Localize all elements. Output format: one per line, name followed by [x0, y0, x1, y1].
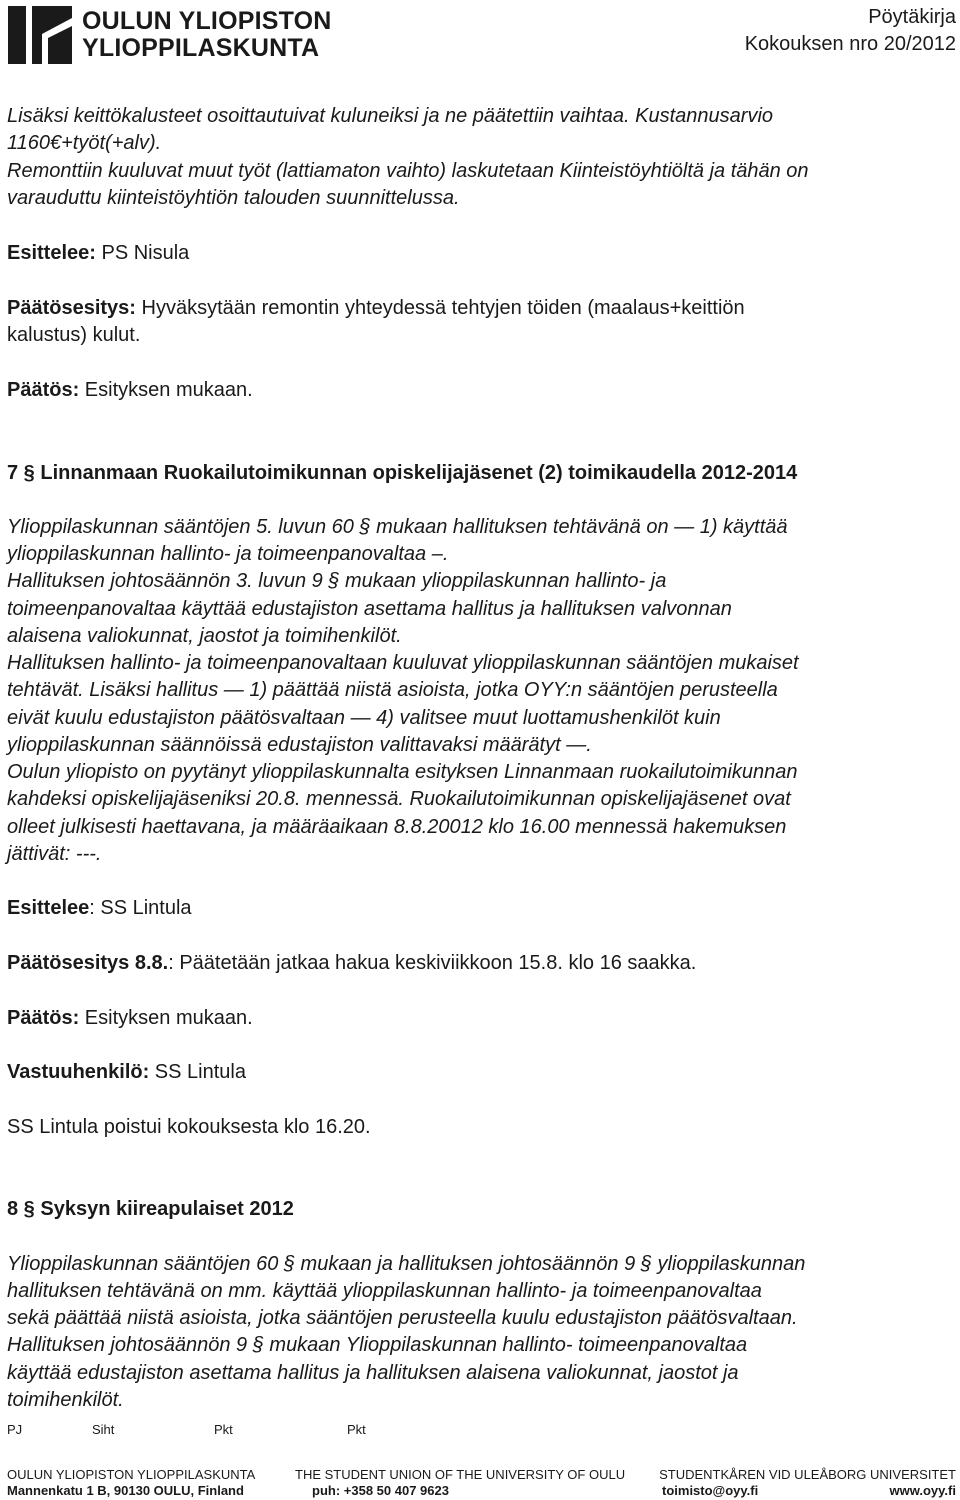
logo-line-1: OULUN YLIOPISTON: [82, 7, 332, 35]
meeting-number: Kokouksen nro 20/2012: [744, 33, 956, 55]
section-heading: 8 § Syksyn kiireapulaiset 2012: [7, 1198, 294, 1220]
paragraph-line: sekä päättää niistä asioista, jotka sääntöjen perusteella kuulu edustajiston päätösvaltaan.: [7, 1307, 798, 1329]
paragraph-line: Hallituksen hallinto- ja toimeenpanovaltaan kuuluvat ylioppilaskunnan sääntöjen mukaiset: [7, 652, 799, 674]
paragraph-line: alaisena valiokunnat, jaostot ja toimihenkilöt.: [7, 625, 402, 647]
proposal-label: Päätösesitys:: [7, 297, 136, 319]
presenter-line: [7, 240, 189, 268]
decision-line: [7, 1005, 253, 1033]
paragraph-line: Ylioppilaskunnan sääntöjen 60 § mukaan ja hallituksen johtosäännön 9 § ylioppilaskunnan: [7, 1253, 806, 1275]
presenter-label: Esittelee:: [7, 242, 96, 264]
signature-initial: Siht: [92, 1422, 115, 1437]
responsible-line: [7, 1059, 246, 1087]
paragraph-line: hallituksen tehtävänä on mm. käyttää ylioppilaskunnan hallinto- ja toimeenpanovaltaa: [7, 1280, 762, 1302]
paragraph-line: tehtävät. Lisäksi hallitus — 1) päättää niistä asioista, jotka OYY:n sääntöjen perusteella: [7, 679, 778, 701]
paragraph-line: ylioppilaskunnan säännöissä edustajiston valittavaksi määrätyt —.: [7, 734, 592, 756]
signature-initial: Pkt: [214, 1422, 233, 1437]
decision-label: Päätös:: [7, 1007, 80, 1029]
logo-line-2: YLIOPPILASKUNTA: [82, 34, 320, 62]
paragraph-line: toimeenpanovaltaa käyttää edustajiston asettama hallitus ja hallituksen valvonnan: [7, 598, 732, 620]
footer-web-link[interactable]: www.oyy.fi: [889, 1483, 956, 1498]
paragraph-line: Hallituksen johtosäännön 3. luvun 9 § mukaan ylioppilaskunnan hallinto- ja: [7, 570, 667, 592]
decision-value: Esityksen mukaan.: [79, 379, 253, 401]
decision-line: [7, 377, 253, 405]
signature-initial: Pkt: [347, 1422, 366, 1437]
paragraph-line: Ylioppilaskunnan sääntöjen 5. luvun 60 § mukaan hallituksen tehtävänä on — 1) käyttää: [7, 516, 788, 538]
paragraph-line: kahdeksi opiskelijajäseniksi 20.8. mennessä. Ruokailutoimikunnan opiskelijajäsenet ovat: [7, 788, 791, 810]
proposal-line: [7, 950, 696, 978]
proposal-line: [7, 295, 745, 323]
paragraph-line: käyttää edustajiston asettama hallitus ja hallituksen alaisena valiokunnat, jaostot ja: [7, 1362, 739, 1384]
paragraph-line: varauduttu kiinteistöyhtiön talouden suunnittelussa.: [7, 187, 460, 209]
footer-address: Mannenkatu 1 B, 90130 OULU, Finland: [7, 1483, 244, 1498]
logo-text: [82, 8, 332, 62]
responsible-value: SS Lintula: [149, 1061, 246, 1083]
university-logo-icon: [6, 4, 74, 66]
decision-label: Päätös:: [7, 379, 80, 401]
signature-initial: PJ: [7, 1422, 23, 1437]
section-heading: 7 § Linnanmaan Ruokailutoimikunnan opiskelijajäsenet (2) toimikaudella 2012-2014: [7, 462, 798, 484]
document-type: Pöytäkirja: [868, 6, 956, 28]
paragraph-line: ylioppilaskunnan hallinto- ja toimeenpanovaltaa –.: [7, 543, 449, 565]
paragraph-line: Lisäksi keittökalusteet osoittautuivat kuluneiksi ja ne päätettiin vaihtaa. Kustannusarvio: [7, 105, 774, 127]
presenter-line: [7, 895, 192, 923]
presenter-value: PS Nisula: [95, 242, 190, 264]
paragraph-line: Hallituksen johtosäännön 9 § mukaan Ylioppilaskunnan hallinto- toimeenpanovaltaa: [7, 1334, 748, 1356]
paragraph-line: Remonttiin kuuluvat muut työt (lattiamaton vaihto) laskutetaan Kiinteistöyhtiöltä ja tähän on: [7, 160, 809, 182]
document-meta: [745, 4, 956, 58]
proposal-label: Päätösesitys 8.8.: [7, 952, 169, 974]
paragraph-line: 1160€+työt(+alv).: [7, 132, 162, 154]
logo: [6, 4, 332, 66]
decision-value: Esityksen mukaan.: [79, 1007, 253, 1029]
footer-phone: puh: +358 50 407 9623: [312, 1483, 449, 1498]
presenter-label: Esittelee: [7, 897, 90, 919]
proposal-value: Hyväksytään remontin yhteydessä tehtyjen töiden (maalaus+keittiön: [135, 297, 745, 319]
proposal-line-2: kalustus) kulut.: [7, 324, 141, 346]
footer-org-fi: OULUN YLIOPISTON YLIOPPILASKUNTA: [7, 1467, 256, 1482]
responsible-label: Vastuuhenkilö:: [7, 1061, 150, 1083]
paragraph-line: jättivät: ---.: [7, 843, 102, 865]
presenter-value: : SS Lintula: [89, 897, 192, 919]
paragraph-line: Oulun yliopisto on pyytänyt ylioppilaskunnalta esityksen Linnanmaan ruokailutoimikunnan: [7, 761, 798, 783]
footer-org-sv: STUDENTKÅREN VID ULEÅBORG UNIVERSITET: [659, 1467, 956, 1482]
paragraph-line: olleet julkisesti haettavana, ja määräaikaan 8.8.20012 klo 16.00 mennessä hakemuksen: [7, 816, 787, 838]
leave-note: SS Lintula poistui kokouksesta klo 16.20.: [7, 1116, 371, 1138]
footer-email-link[interactable]: toimisto@oyy.fi: [662, 1483, 759, 1498]
paragraph-line: toimihenkilöt.: [7, 1389, 124, 1411]
paragraph-line: eivät kuulu edustajiston päätösvaltaan — 4) valitsee muut luottamushenkilöt kuin: [7, 707, 721, 729]
footer-org-en: THE STUDENT UNION OF THE UNIVERSITY OF OULU: [295, 1467, 626, 1482]
proposal-value: : Päätetään jatkaa hakua keskiviikkoon 15.8. klo 16 saakka.: [168, 952, 697, 974]
